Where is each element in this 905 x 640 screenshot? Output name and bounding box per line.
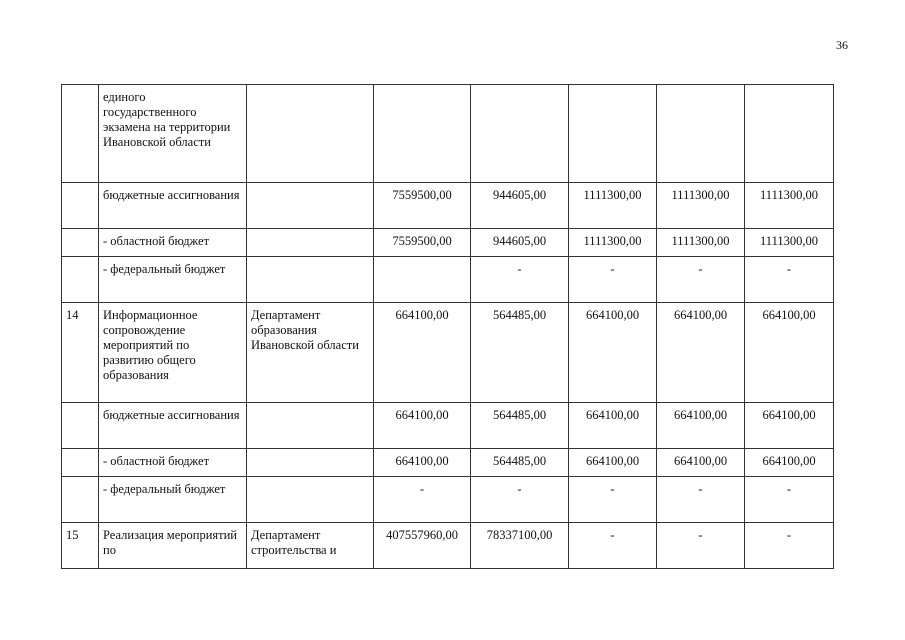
value-cell: - [657, 257, 745, 303]
table-row [62, 523, 834, 569]
value-cell: 78337100,00 [471, 523, 569, 569]
activity-name-cell: бюджетные ассигнования [99, 183, 247, 229]
value-cell: 1111300,00 [745, 229, 834, 257]
activity-name-cell: Реализация мероприятий по [99, 523, 247, 569]
table-row [62, 403, 834, 449]
value-cell: - [745, 257, 834, 303]
table-row [62, 85, 834, 183]
value-cell: 664100,00 [745, 403, 834, 449]
activity-name-cell: - областной бюджет [99, 229, 247, 257]
value-cell [745, 85, 834, 183]
value-cell: - [657, 477, 745, 523]
table-row [62, 449, 834, 477]
value-cell: 664100,00 [374, 303, 471, 403]
value-cell: 664100,00 [657, 303, 745, 403]
table-row [62, 477, 834, 523]
value-cell: 1111300,00 [569, 183, 657, 229]
row-number-cell [62, 229, 99, 257]
activity-name-cell: бюджетные ассигнования [99, 403, 247, 449]
value-cell [374, 257, 471, 303]
activity-name-cell: - федеральный бюджет [99, 257, 247, 303]
table-row [62, 257, 834, 303]
value-cell: 664100,00 [569, 403, 657, 449]
value-cell: 664100,00 [745, 449, 834, 477]
value-cell: 1111300,00 [569, 229, 657, 257]
activity-name-cell: - федеральный бюджет [99, 477, 247, 523]
value-cell: - [569, 477, 657, 523]
value-cell: 664100,00 [569, 303, 657, 403]
value-cell: 664100,00 [374, 449, 471, 477]
executor-cell [247, 403, 374, 449]
value-cell: - [374, 477, 471, 523]
value-cell: - [657, 523, 745, 569]
value-cell: 7559500,00 [374, 229, 471, 257]
executor-cell [247, 229, 374, 257]
activity-name-cell: - областной бюджет [99, 449, 247, 477]
executor-cell: Департамент образования Ивановской области [247, 303, 374, 403]
row-number-cell [62, 403, 99, 449]
value-cell: 1111300,00 [657, 183, 745, 229]
row-number-cell [62, 477, 99, 523]
value-cell: 7559500,00 [374, 183, 471, 229]
value-cell: 407557960,00 [374, 523, 471, 569]
row-number-cell [62, 257, 99, 303]
value-cell: 664100,00 [657, 449, 745, 477]
value-cell: - [745, 477, 834, 523]
value-cell: 944605,00 [471, 229, 569, 257]
table-row [62, 229, 834, 257]
value-cell: - [569, 523, 657, 569]
value-cell: 944605,00 [471, 183, 569, 229]
value-cell: - [569, 257, 657, 303]
value-cell: - [745, 523, 834, 569]
value-cell: 1111300,00 [657, 229, 745, 257]
row-number-cell [62, 183, 99, 229]
budget-table [61, 84, 834, 569]
value-cell [374, 85, 471, 183]
row-number-cell [62, 449, 99, 477]
executor-cell [247, 449, 374, 477]
executor-cell [247, 257, 374, 303]
activity-name-cell: единого государственного экзамена на территории Ивановской области [99, 85, 247, 183]
executor-cell [247, 183, 374, 229]
value-cell: 564485,00 [471, 403, 569, 449]
row-number-cell: 14 [62, 303, 99, 403]
value-cell: 664100,00 [745, 303, 834, 403]
value-cell: 664100,00 [657, 403, 745, 449]
page-number: 36 [836, 38, 848, 52]
value-cell: - [471, 257, 569, 303]
executor-cell [247, 477, 374, 523]
row-number-cell: 15 [62, 523, 99, 569]
value-cell: 1111300,00 [745, 183, 834, 229]
value-cell: 564485,00 [471, 449, 569, 477]
value-cell: 664100,00 [569, 449, 657, 477]
value-cell [657, 85, 745, 183]
value-cell: - [471, 477, 569, 523]
table-row [62, 183, 834, 229]
value-cell: 564485,00 [471, 303, 569, 403]
value-cell: 664100,00 [374, 403, 471, 449]
row-number-cell [62, 85, 99, 183]
executor-cell [247, 85, 374, 183]
value-cell [569, 85, 657, 183]
executor-cell: Департамент строительства и [247, 523, 374, 569]
activity-name-cell: Информационное сопровождение мероприятий по развитию общего образования [99, 303, 247, 403]
table-row [62, 303, 834, 403]
value-cell [471, 85, 569, 183]
